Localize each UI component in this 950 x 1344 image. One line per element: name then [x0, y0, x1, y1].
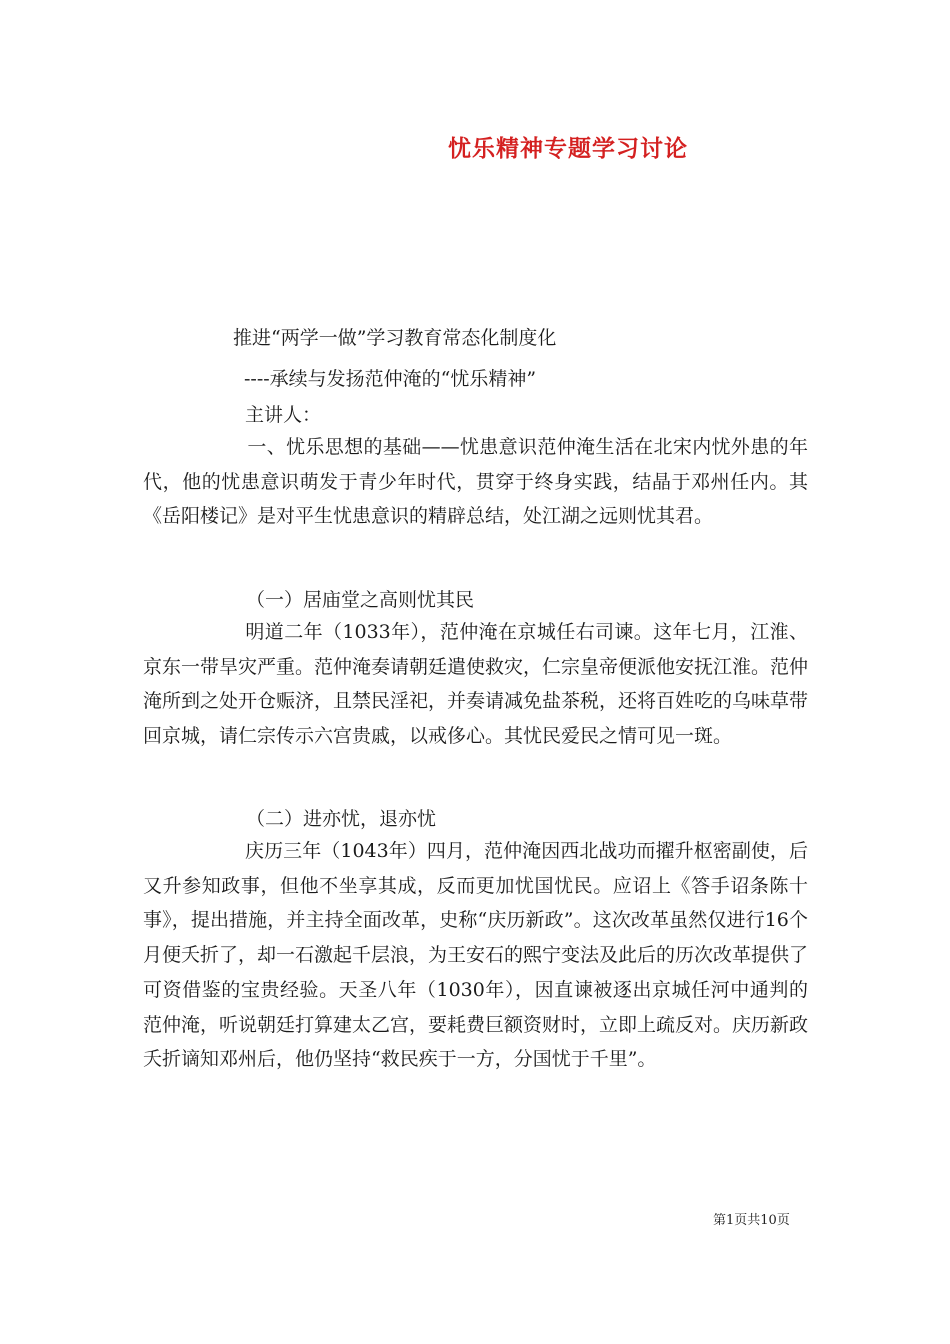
paragraph-2 [143, 615, 808, 754]
paragraph-1-text: 一、忧乐思想的基础——忧患意识范仲淹生活在北宋内忧外患的年代，他的忧患意识萌发于青少年时代，贯穿于终身实践，结晶于邓州任内。其《岳阳楼记》是对平生忧患意识的精辟总结，处江湖之远则忧其君。 [143, 436, 808, 528]
paragraph-3 [143, 834, 808, 1077]
speaker-label: 主讲人： [245, 404, 322, 426]
page-indicator: 第1页共10页 [713, 1213, 790, 1228]
paragraph-1 [143, 430, 808, 534]
paragraph-3-text: 庆历三年（1043年）四月，范仲淹因西北战功而擢升枢密副使，后又升参知政事，但他不坐享其成，反而更加忧国忧民。应诏上《答手诏条陈十事》，提出措施，并主持全面改革，史称“庆历新政”。这次改革虽然仅进行16个月便夭折了，却一石激起千层浪，为王安石的熙宁变法及此后的历次改革提供了可资借鉴的宝贵经验。天圣八年（1030年），因直谏被逐出京城任河中通判的范仲淹，听说朝廷打算建太乙宫，要耗费巨额资财时，立即上疏反对。庆历新政夭折谪知邓州后，他仍坚持“救民疾于一方，分国忧于千里”。 [143, 840, 809, 1071]
paragraph-2-text: 明道二年（1033年），范仲淹在京城任右司谏。这年七月，江淮、京东一带旱灾严重。范仲淹奏请朝廷遣使救灾，仁宗皇帝便派他安抚江淮。范仲淹所到之处开仓赈济，且禁民淫祀，并奏请减免盐茶税，还将百姓吃的乌味草带回京城，请仁宗传示六宫贵戚，以戒侈心。其忧民爱民之情可见一斑。 [143, 621, 809, 748]
heading-line-2: ----承续与发扬范仲淹的“忧乐精神” [244, 368, 537, 390]
section-1-heading: （一）居庙堂之高则忧其民 [246, 589, 475, 611]
heading-line-1: 推进“两学一做”学习教育常态化制度化 [233, 327, 557, 349]
section-2-heading: （二）进亦忧，退亦忧 [246, 808, 437, 830]
document-title: 忧乐精神专题学习讨论 [448, 135, 688, 162]
